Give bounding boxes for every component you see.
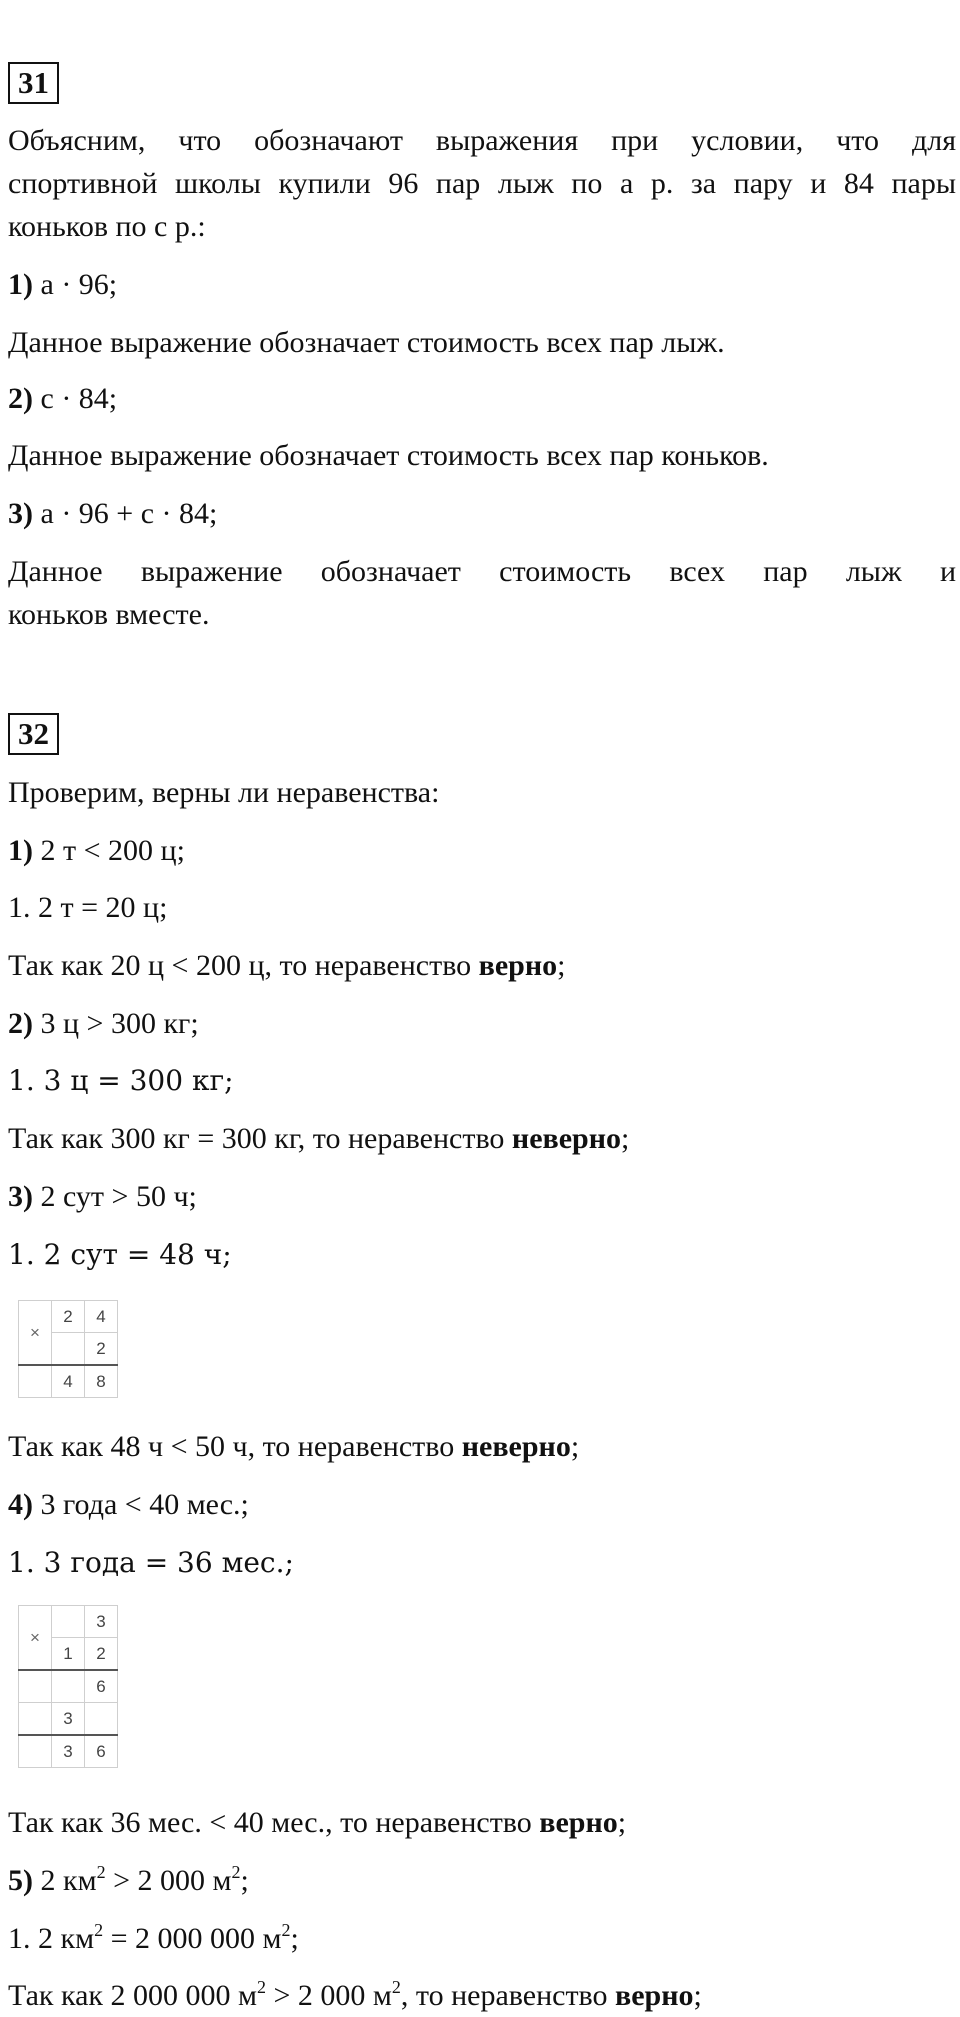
- calc-digit: 8: [85, 1365, 118, 1398]
- task-number-32: 32: [8, 713, 59, 755]
- punct: ;: [570, 1430, 580, 1463]
- conclusion-text: Так как 300 кг = 300 кг, то неравенство: [8, 1122, 512, 1155]
- calc-digit: [52, 1606, 85, 1638]
- item-expression: 3 года < 40 мес.;: [33, 1488, 249, 1521]
- punct: ;: [693, 1979, 702, 2012]
- task32-part2-conclusion: [8, 1118, 956, 1160]
- task32-part3: [8, 1176, 956, 1218]
- task32-part1: [8, 830, 956, 872]
- calc-digit: 6: [85, 1670, 118, 1703]
- multiply-sign: ×: [19, 1301, 52, 1366]
- punct: ;: [557, 949, 566, 982]
- item-expression: а · 96;: [33, 268, 118, 301]
- calc-digit: 4: [52, 1365, 85, 1398]
- item-label: 3): [8, 1180, 33, 1213]
- item-expression: 3 ц > 300 кг;: [33, 1007, 199, 1040]
- task31-item3: [8, 493, 956, 535]
- step-part: = 2 000 000 м: [103, 1922, 282, 1955]
- calc-cell: [19, 1670, 52, 1703]
- step-part: ;: [290, 1922, 299, 1955]
- verdict: неверно: [511, 1122, 622, 1155]
- task31-item2-text: Данное выражение обозначает стоимость всех пар коньков.: [8, 439, 769, 472]
- task32-part3-step: [8, 1234, 956, 1276]
- superscript: 2: [94, 1920, 104, 1940]
- item-label: 4): [8, 1488, 33, 1521]
- item-expression: 2 сут > 50 ч;: [33, 1180, 197, 1213]
- superscript: 2: [391, 1977, 401, 1997]
- conclusion-part: > 2 000 м: [265, 1979, 392, 2012]
- punct: ;: [621, 1122, 630, 1155]
- task-number-31: 31: [8, 62, 59, 104]
- superscript: 2: [256, 1977, 266, 1997]
- task32-part5: [8, 1860, 956, 1902]
- conclusion-part: Так как 2 000 000 м: [8, 1979, 257, 2012]
- item-label: 1): [8, 268, 33, 301]
- calc-digit: 2: [85, 1638, 118, 1671]
- calc-cell: [19, 1365, 52, 1398]
- step-text: 1. 3 года = 36 мес.;: [8, 1546, 294, 1579]
- item-label: 2): [8, 1007, 33, 1040]
- task32-part2: [8, 1003, 956, 1045]
- item-expression: а · 96 + с · 84;: [33, 497, 218, 530]
- conclusion-text: Так как 20 ц < 200 ц, то неравенство: [8, 949, 479, 982]
- task31-item3-text-line1: Данное выражение обозначает стоимость всех пар лыж и: [8, 555, 956, 588]
- item-label: 3): [8, 497, 33, 530]
- task31-item1: [8, 264, 956, 306]
- conclusion-text: Так как 48 ч < 50 ч, то неравенство: [8, 1430, 462, 1463]
- verdict: неверно: [461, 1430, 571, 1463]
- task31-intro-line1: Объясним, что обозначают выражения при условии, что для: [8, 124, 956, 157]
- task32-part5-conclusion: [8, 1975, 956, 2017]
- task31-intro-line2: спортивной школы купили 96 пар лыж по а р. за пару и 84 пары: [8, 167, 956, 200]
- task32-part4-conclusion: [8, 1802, 956, 1844]
- task32-part5-step: [8, 1918, 956, 1960]
- calc-digit: [52, 1333, 85, 1366]
- calc-digit: 6: [85, 1735, 118, 1768]
- superscript: 2: [281, 1920, 291, 1940]
- item-expression: с · 84;: [33, 382, 118, 415]
- calc-digit: [85, 1703, 118, 1736]
- multiplication-calc-36: [18, 1605, 118, 1768]
- multiplication-calc-48: [18, 1300, 118, 1398]
- item-expression: 2 т < 200 ц;: [33, 834, 185, 867]
- calc-cell: [19, 1703, 52, 1736]
- conclusion-text: Так как 36 мес. < 40 мес., то неравенство: [8, 1806, 540, 1839]
- expr-part: > 2 000 м: [105, 1864, 232, 1897]
- verdict: верно: [539, 1806, 618, 1839]
- verdict: верно: [615, 1979, 694, 2012]
- calc-digit: 3: [52, 1735, 85, 1768]
- task32-part4: [8, 1484, 956, 1526]
- calc-cell: [19, 1735, 52, 1768]
- superscript: 2: [231, 1862, 241, 1882]
- item-label: 2): [8, 382, 33, 415]
- item-label: 5): [8, 1864, 33, 1897]
- task32-part4-step: [8, 1542, 956, 1584]
- superscript: 2: [96, 1862, 106, 1882]
- verdict: верно: [478, 949, 558, 982]
- task32-part1-conclusion: [8, 945, 956, 987]
- task31-intro-line3: коньков по с р.:: [8, 210, 206, 243]
- expr-part: ;: [240, 1864, 249, 1897]
- task32-part3-conclusion: [8, 1426, 956, 1468]
- calc-digit: 1: [52, 1638, 85, 1671]
- task32-part1-step: 1. 2 т = 20 ц;: [8, 891, 168, 924]
- punct: ;: [617, 1806, 627, 1839]
- task32-part2-step: [8, 1060, 956, 1102]
- task32-intro: Проверим, верны ли неравенства:: [8, 776, 440, 809]
- task31-item2: [8, 378, 956, 420]
- calc-digit: 2: [52, 1301, 85, 1333]
- task31-item3-text-line2: коньков вместе.: [8, 598, 210, 631]
- expr-part: 2 км: [33, 1864, 97, 1897]
- calc-digit: 3: [52, 1703, 85, 1736]
- calc-digit: 3: [85, 1606, 118, 1638]
- step-text: 1. 2 сут = 48 ч;: [8, 1238, 232, 1271]
- task31-item1-text: Данное выражение обозначает стоимость всех пар лыж.: [8, 326, 725, 359]
- item-label: 1): [8, 834, 33, 867]
- step-text: 1. 3 ц = 300 кг;: [8, 1064, 234, 1097]
- step-part: 1. 2 км: [8, 1922, 95, 1955]
- calc-digit: 2: [85, 1333, 118, 1366]
- calc-digit: 4: [85, 1301, 118, 1333]
- calc-digit: [52, 1670, 85, 1703]
- multiply-sign: ×: [19, 1606, 52, 1671]
- conclusion-part: , то неравенство: [400, 1979, 616, 2012]
